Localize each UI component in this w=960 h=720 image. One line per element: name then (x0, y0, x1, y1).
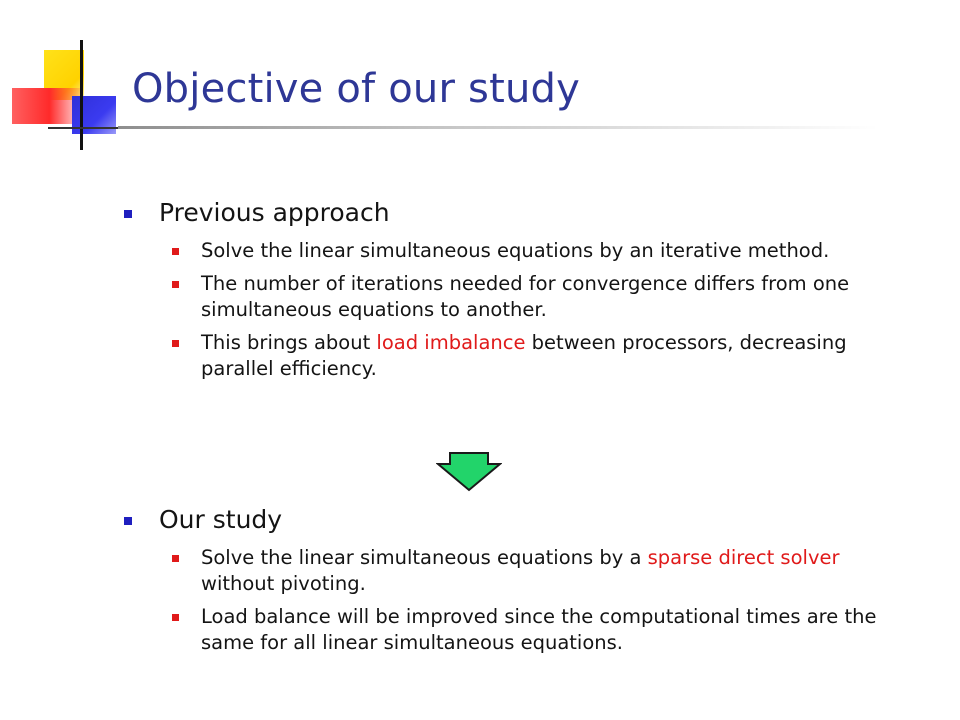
title-underline (118, 126, 878, 129)
item-text-part: between processors, decreasing parallel efficiency. (201, 331, 847, 380)
highlighted-term: sparse direct solver (647, 546, 840, 569)
section-heading (124, 504, 880, 536)
logo-vertical-line (80, 40, 83, 150)
item-text: The number of iterations needed for convergence differs from one simultaneous equations to another. (201, 272, 850, 321)
item-text: Solve the linear simultaneous equations by an iterative method. (201, 239, 830, 262)
logo-red-bar (12, 88, 80, 124)
logo-horizontal-line (48, 127, 118, 129)
item-text-part: This brings about (201, 331, 377, 354)
square-bullet-icon (172, 340, 179, 347)
heading-text: Our study (159, 505, 283, 534)
item-text-part: without pivoting. (201, 572, 366, 595)
square-bullet-icon (124, 210, 132, 218)
list-item (124, 238, 880, 264)
section-our-study (124, 504, 880, 656)
heading-text: Previous approach (159, 198, 390, 227)
highlighted-term: load imbalance (376, 331, 526, 354)
corner-logo-graphic (0, 0, 140, 160)
square-bullet-icon (172, 555, 179, 562)
down-arrow-icon (436, 452, 502, 492)
list-item (124, 545, 880, 597)
list-item (124, 330, 880, 382)
slide-title: Objective of our study (132, 66, 580, 112)
square-bullet-icon (172, 248, 179, 255)
square-bullet-icon (124, 517, 132, 525)
item-text: Load balance will be improved since the computational times are the same for all linear simultaneous equations. (201, 605, 877, 654)
list-item (124, 271, 880, 323)
square-bullet-icon (172, 281, 179, 288)
section-previous-approach (124, 197, 880, 382)
square-bullet-icon (172, 614, 179, 621)
list-item (124, 604, 880, 656)
section-heading (124, 197, 880, 229)
item-text-part: Solve the linear simultaneous equations by a (201, 546, 648, 569)
